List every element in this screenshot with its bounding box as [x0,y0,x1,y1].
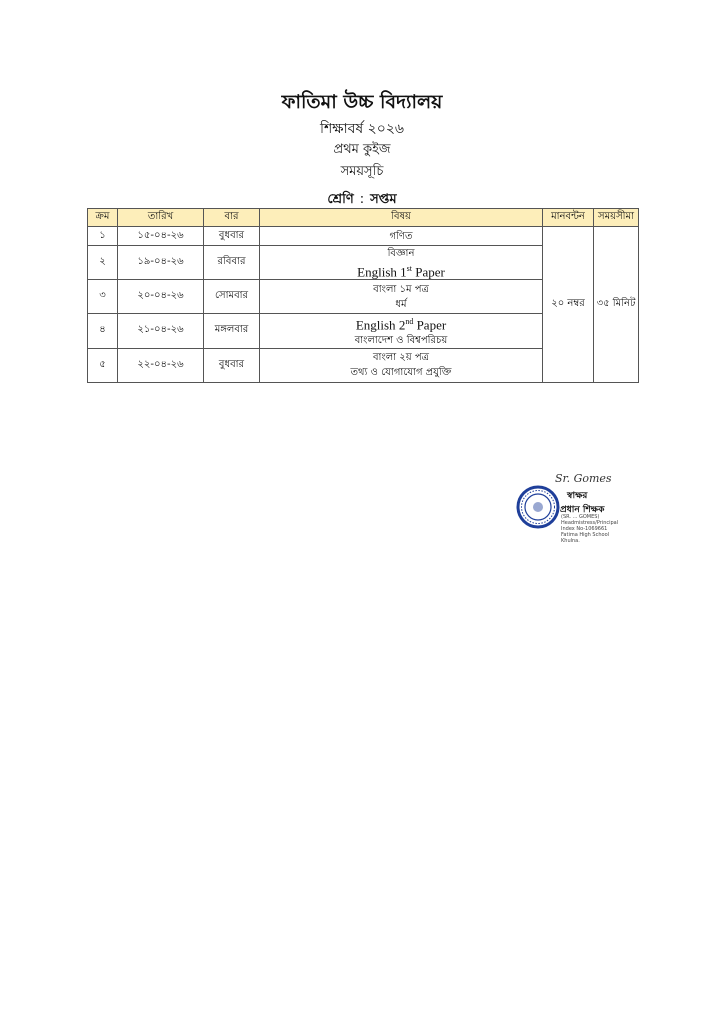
cell-serial: ৫ [88,348,118,382]
subject-line: বাংলাদেশ ও বিশ্বপরিচয় [354,334,448,346]
class-name: সপ্তম [370,192,397,207]
table-header-row [88,209,639,227]
cell-serial: ৪ [88,314,118,348]
header-day: বার [204,209,260,227]
table-row [88,227,639,246]
subject-line: বাংলা ২য় পত্র [372,352,429,364]
cell-date: ২১-০৪-২৬ [118,314,204,348]
cell-serial: ৩ [88,280,118,314]
subject-line: ধর্ম [395,298,407,310]
academic-year: শিক্ষাবর্ষ ২০২৬ [319,121,405,137]
cell-subject [260,314,543,348]
header-date: তারিখ [118,209,204,227]
handwritten-signature: Sr. Gomes [555,472,612,485]
cell-duration: ৩৫ মিনিট [594,227,639,383]
subject-line: তথ্য ও যোগাযোগ প্রযুক্তি [350,367,452,379]
sign-label: স্বাক্ষর [567,491,588,501]
schedule-title: সময়সূচি [340,164,384,179]
cell-day: রবিবার [204,246,260,280]
cell-day: মঙ্গলবার [204,314,260,348]
paper-number: 1 [400,264,407,280]
ordinal-suffix: nd [405,317,414,327]
cell-day: বুধবার [204,227,260,246]
header-serial: ক্রম [88,209,118,227]
cell-serial: ২ [88,246,118,280]
header-duration: সময়সীমা [594,209,639,227]
subject-line: বিজ্ঞান [387,248,415,259]
cell-marks: ২০ নম্বর [543,227,594,383]
cell-serial: ১ [88,227,118,246]
cell-day: বুধবার [204,348,260,382]
subject-line: বাংলা ১ম পত্র [373,283,429,295]
cell-subject [260,280,543,314]
cell-date: ১৫-০৪-২৬ [118,227,204,246]
signature-block [515,470,625,544]
stamp-text: (SR. ... GOMES) Headmistress/Principal Index No-1069661 Fatima High School Khulna. [561,514,619,544]
cell-subject [260,227,543,246]
subject-line: গণিত [389,230,413,242]
class-label: শ্রেণি [327,192,354,207]
class-separator: : [359,192,365,207]
subject-line-english [260,314,542,332]
english-word: English [357,264,397,280]
cell-date: ২২-০৪-২৬ [118,348,204,382]
subject-line-english [260,261,542,279]
paper-word: Paper [415,264,445,280]
paper-number: 2 [398,317,406,333]
english-word: English [355,317,396,333]
cell-date: ২০-০৪-২৬ [118,280,204,314]
cell-date: ১৯-০৪-২৬ [118,246,204,280]
exam-name: প্রথম কুইজ [333,142,391,157]
paper-word: Paper [416,317,447,333]
cell-day: সোমবার [204,280,260,314]
schedule-table [87,208,639,383]
school-seal [516,485,560,529]
cell-subject [260,246,543,280]
header-subject: বিষয় [260,209,543,227]
cell-subject [260,348,543,382]
school-name: ফাতিমা উচ্চ বিদ্যালয় [281,91,443,113]
headteacher-title: প্রধান শিক্ষক [560,505,605,515]
ordinal-suffix: st [406,264,412,273]
header-marks: মানবন্টন [543,209,594,227]
